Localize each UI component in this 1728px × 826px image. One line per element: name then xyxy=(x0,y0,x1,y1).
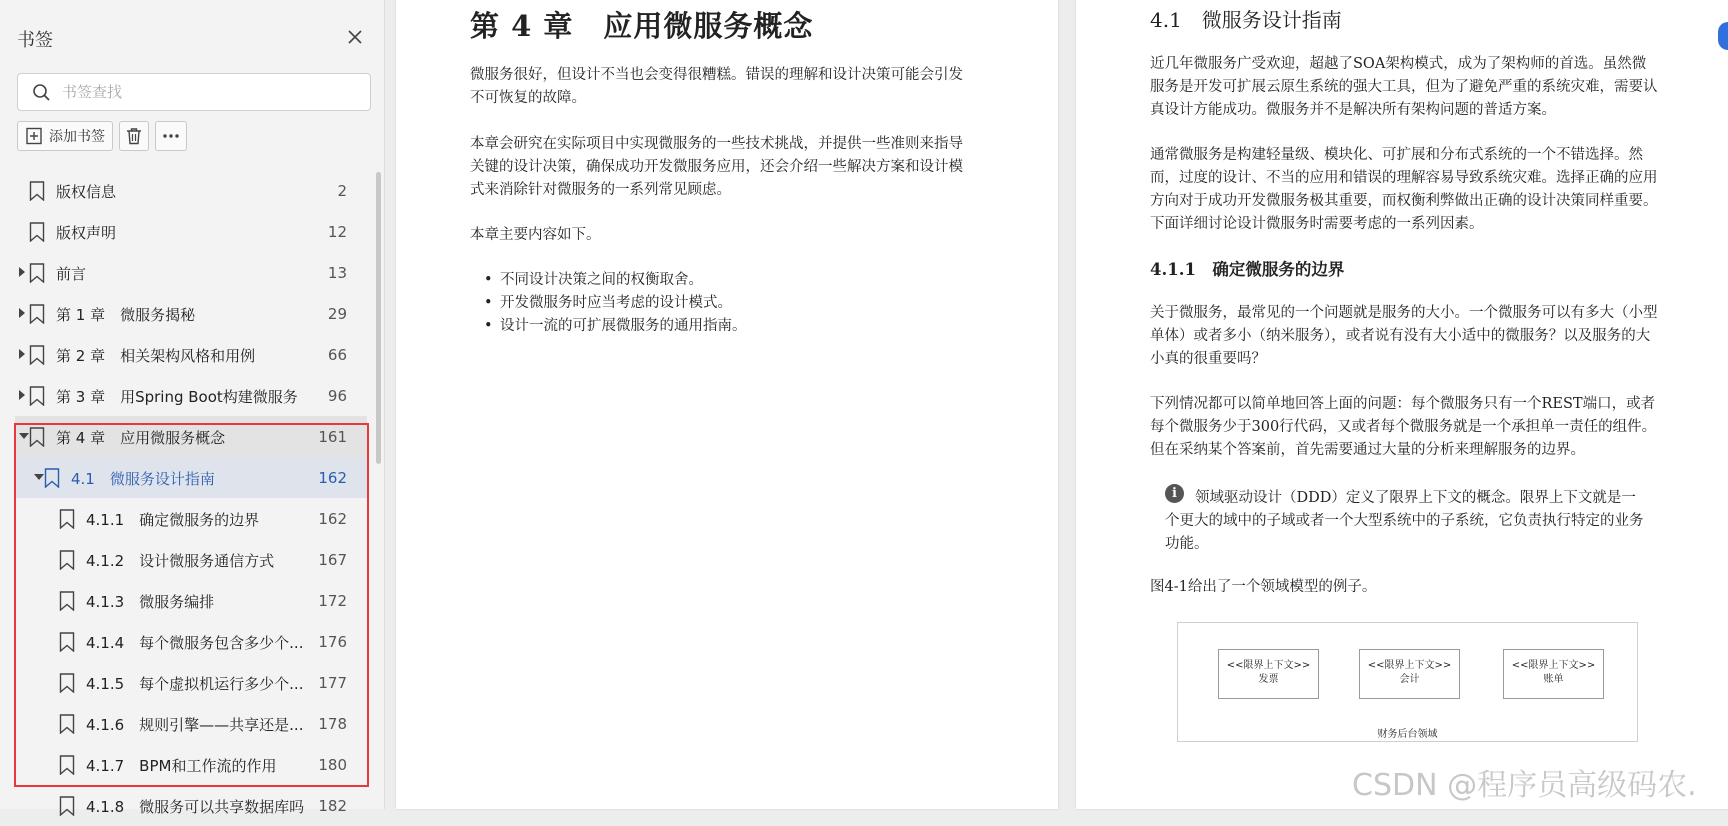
expand-arrow-icon[interactable] xyxy=(19,433,29,439)
list-item: • 不同设计决策之间的权衡取舍。 xyxy=(484,269,747,292)
watermark: CSDN @程序员高级码农. xyxy=(1352,768,1697,803)
trash-icon xyxy=(125,127,143,145)
bookmark-icon xyxy=(44,468,60,488)
box-stereotype: <<限界上下文>> xyxy=(1367,660,1452,671)
add-bookmark-button[interactable] xyxy=(17,121,113,151)
bookmark-icon xyxy=(29,345,45,365)
box-stereotype: <<限界上下文>> xyxy=(1511,660,1596,671)
paragraph: 本章主要内容如下。 xyxy=(470,227,601,243)
bookmark-icon xyxy=(59,673,75,693)
list-item: • 设计一流的可扩展微服务的通用指南。 xyxy=(484,315,747,338)
bookmark-label: 4.1.2 设计微服务通信方式 xyxy=(86,552,275,570)
sidebar-title: 书签 xyxy=(17,30,53,51)
bookmark-item[interactable] xyxy=(15,621,367,662)
bookmark-page-number: 177 xyxy=(318,674,347,692)
bookmark-icon xyxy=(29,222,45,242)
box-name: 会计 xyxy=(1399,674,1420,685)
box-stereotype: <<限界上下文>> xyxy=(1226,660,1311,671)
paragraph: 关于微服务，最常见的一个问题就是服务的大小。一个微服务可以有多大（小型单体）或者多小（纳米服务），或者说有没有大小适中的微服务？以及服务的大小真的很重要吗？ xyxy=(1150,305,1658,367)
note-text xyxy=(1165,487,1649,556)
bookmark-item[interactable] xyxy=(15,662,367,703)
bookmark-page-number: 162 xyxy=(318,469,347,487)
bookmark-icon xyxy=(29,427,45,447)
bookmark-item[interactable] xyxy=(15,252,367,293)
close-icon[interactable] xyxy=(344,26,366,48)
collapse-arrow-icon[interactable] xyxy=(19,349,25,359)
bookmark-item[interactable] xyxy=(15,375,367,416)
bookmark-label: 4.1.5 每个虚拟机运行多少个... xyxy=(86,675,304,693)
box-name: 账单 xyxy=(1543,674,1564,685)
paragraph: 微服务很好，但设计不当也会变得很糟糕。错误的理解和设计决策可能会引发不可恢复的故障。 xyxy=(470,67,963,106)
search-input[interactable] xyxy=(62,78,362,106)
note-body: 领域驱动设计（DDD）定义了限界上下文的概念。限界上下文就是一个更大的域中的子域或者一个大型系统中的子系统，它负责执行特定的业务功能。 xyxy=(1165,490,1644,552)
bookmark-icon xyxy=(59,550,75,570)
bookmark-page-number: 172 xyxy=(318,592,347,610)
bookmark-label: 版权声明 xyxy=(56,224,117,242)
bookmark-icon xyxy=(29,263,45,283)
collapse-arrow-icon[interactable] xyxy=(19,390,25,400)
delete-bookmark-button[interactable] xyxy=(119,121,149,151)
bookmark-page-number: 2 xyxy=(337,182,347,200)
bookmark-label: 第 2 章 相关架构风格和用例 xyxy=(56,347,256,365)
paragraph: 下列情况都可以简单地回答上面的问题：每个微服务只有一个REST端口，或者每个微服务少于300行代码，又或者每个微服务就是一个承担单一责任的组件。但在采纳某个答案前，首先需要通过大量的分析来理解服务的边界。 xyxy=(1150,396,1657,458)
bookmark-label: 4.1 微服务设计指南 xyxy=(71,470,215,488)
bookmark-item[interactable] xyxy=(15,170,367,211)
bookmark-item[interactable] xyxy=(15,580,367,621)
bookmark-page-number: 13 xyxy=(327,264,347,282)
sidebar-scrollbar[interactable] xyxy=(376,172,381,464)
bookmark-item[interactable] xyxy=(15,293,367,334)
bookmark-list xyxy=(15,170,367,826)
bookmark-icon xyxy=(59,714,75,734)
figure-box xyxy=(1359,649,1460,699)
bookmark-icon xyxy=(29,386,45,406)
box-name: 发票 xyxy=(1258,674,1279,685)
bookmark-icon xyxy=(59,509,75,529)
bookmark-page-number: 29 xyxy=(327,305,347,323)
bookmark-label: 4.1.7 BPM和工作流的作用 xyxy=(86,757,277,775)
bookmark-item[interactable] xyxy=(15,498,367,539)
bookmark-page-number: 180 xyxy=(318,756,347,774)
bookmark-item[interactable] xyxy=(15,457,367,498)
chapter-title: 第 4 章 应用微服务概念 xyxy=(470,9,814,43)
bookmark-label: 第 4 章 应用微服务概念 xyxy=(56,429,226,447)
bookmark-label: 4.1.8 微服务可以共享数据库吗 xyxy=(86,798,305,816)
bookmark-icon xyxy=(59,591,75,611)
bookmark-page-number: 162 xyxy=(318,510,347,528)
bullet-list xyxy=(484,269,747,338)
bookmark-page-number: 167 xyxy=(318,551,347,569)
section-title: 4.1 微服务设计指南 xyxy=(1150,8,1342,32)
bookmark-label: 版权信息 xyxy=(56,183,117,201)
bookmark-page-number: 176 xyxy=(318,633,347,651)
add-bookmark-icon xyxy=(25,127,43,145)
bookmark-page-number: 96 xyxy=(327,387,347,405)
bookmark-label: 4.1.3 微服务编排 xyxy=(86,593,215,611)
bookmark-page-number: 178 xyxy=(318,715,347,733)
bookmark-item[interactable] xyxy=(15,539,367,580)
bookmark-item[interactable] xyxy=(15,785,367,826)
bookmark-icon xyxy=(59,632,75,652)
document-page-right xyxy=(1076,0,1728,809)
paragraph: 本章会研究在实际项目中实现微服务的一些技术挑战，并提供一些准则来指导关键的设计决策，确保成功开发微服务应用，还会介绍一些解决方案和设计模式来消除针对微服务的一系列常见顾虑。 xyxy=(470,136,963,198)
info-icon: i xyxy=(1165,484,1184,503)
list-item: • 开发微服务时应当考虑的设计模式。 xyxy=(484,292,747,315)
bookmark-page-number: 182 xyxy=(318,797,347,815)
bookmark-page-number: 161 xyxy=(318,428,347,446)
floating-assistant-button[interactable] xyxy=(1718,22,1728,50)
bookmark-icon xyxy=(59,796,75,816)
domain-model-figure xyxy=(1177,622,1638,742)
figure-box xyxy=(1218,649,1319,699)
bookmark-page-number: 12 xyxy=(327,223,347,241)
bookmark-label: 第 3 章 用Spring Boot构建微服务 xyxy=(56,388,298,406)
expand-arrow-icon[interactable] xyxy=(34,474,44,480)
bookmark-item[interactable] xyxy=(15,703,367,744)
bookmark-label: 4.1.4 每个微服务包含多少个... xyxy=(86,634,304,652)
bookmark-search xyxy=(17,73,371,111)
add-bookmark-label: 添加书签 xyxy=(49,129,105,145)
bookmark-label: 第 1 章 微服务揭秘 xyxy=(56,306,196,324)
bookmark-icon xyxy=(29,181,45,201)
bookmark-icon xyxy=(29,304,45,324)
bookmark-icon xyxy=(59,755,75,775)
collapse-arrow-icon[interactable] xyxy=(19,267,25,277)
bookmark-label: 4.1.6 规则引擎——共享还是... xyxy=(86,716,304,734)
figure-box xyxy=(1503,649,1604,699)
bookmark-item[interactable] xyxy=(15,334,367,375)
bookmark-item[interactable] xyxy=(15,211,367,252)
document-page-left xyxy=(396,0,1058,809)
subsection-title: 4.1.1 确定微服务的边界 xyxy=(1150,260,1345,279)
more-icon xyxy=(162,133,180,139)
collapse-arrow-icon[interactable] xyxy=(19,308,25,318)
more-options-button[interactable] xyxy=(155,121,187,151)
paragraph: 通常微服务是构建轻量级、模块化、可扩展和分布式系统的一个不错选择。然而，过度的设计、不当的应用和错误的理解容易导致系统灾难。选择正确的应用方向对于成功开发微服务极其重要，而权衡利弊做出正确的设计决策同样重要。下面详细讨论设计微服务时需要考虑的一系列因素。 xyxy=(1150,147,1658,232)
bookmark-item[interactable] xyxy=(15,744,367,785)
paragraph: 图4-1给出了一个领域模型的例子。 xyxy=(1150,579,1377,595)
bookmark-page-number: 66 xyxy=(327,346,347,364)
bookmark-label: 前言 xyxy=(56,265,87,283)
paragraph: 近几年微服务广受欢迎，超越了SOA架构模式，成为了架构师的首选。虽然微服务是开发可扩展云原生系统的强大工具，但为了避免严重的系统灾难，需要认真设计方能成功。微服务并不是解决所有架构问题的普适方案。 xyxy=(1150,56,1658,118)
figure-caption: 财务后台领域 xyxy=(1377,729,1438,740)
bookmark-sidebar xyxy=(0,0,385,816)
bookmark-item[interactable] xyxy=(15,416,367,457)
search-icon xyxy=(32,83,52,103)
bookmark-label: 4.1.1 确定微服务的边界 xyxy=(86,511,260,529)
